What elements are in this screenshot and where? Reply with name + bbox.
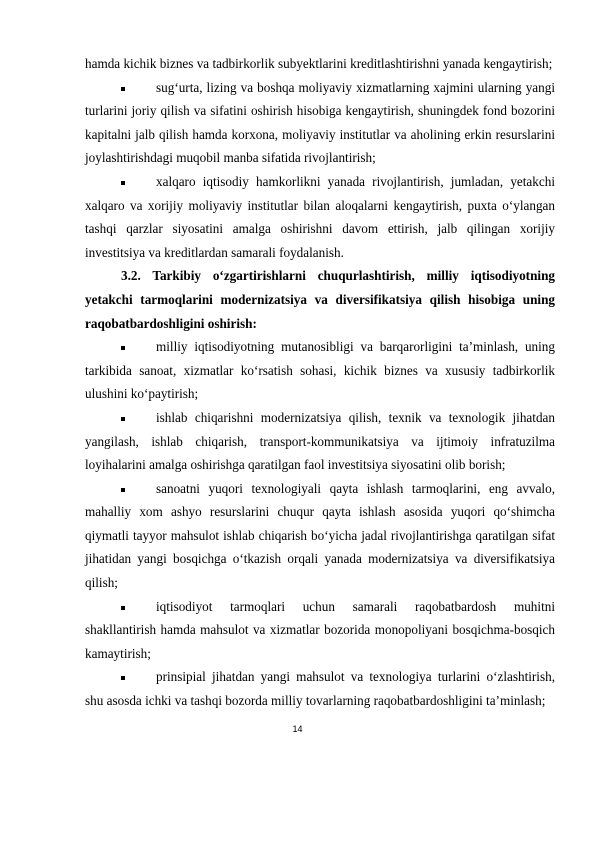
bullet-text: prinsipial jihatdan yangi mahsulot va texnologiya turlarini o‘zlashtirish, shu asosda ichki va tashqi bozorda milliy tovarlarning raqobatbardoshligini ta’minlash; — [85, 669, 555, 709]
document-body — [85, 52, 555, 713]
bullet-item — [85, 170, 555, 264]
bullet-icon — [121, 335, 131, 359]
bullet-item — [85, 477, 555, 595]
bullet-icon — [121, 477, 131, 501]
bullet-text: milliy iqtisodiyotning mutanosibligi va barqarorligini ta’minlash, uning tarkibida sanoat, xizmatlar ko‘rsatish sohasi, kichik biznes va xususiy tadbirkorlik ulushini ko‘paytirish; — [85, 339, 555, 402]
bullet-item — [85, 595, 555, 666]
bullet-icon — [121, 406, 131, 430]
bullet-text: iqtisodiyot tarmoqlari uchun samarali raqobatbardosh muhitni shakllantirish hamda mahsulot va xizmatlar bozorida monopoliyani bosqichma-bosqich kamaytirish; — [85, 598, 555, 661]
bullet-icon — [121, 170, 131, 194]
bullet-text: xalqaro iqtisodiy hamkorlikni yanada rivojlantirish, jumladan, yetakchi xalqaro va xorijiy moliyaviy institutlar bilan aloqalarni kengaytirish, puxta o‘ylangan tashqi qarzlar siyosatini amalga oshirishni davom ettirish, jalb qilingan xorijiy investitsiya va kreditlardan samarali foydalanish. — [85, 173, 555, 260]
paragraph-continuation: hamda kichik biznes va tadbirkorlik subyektlarini kreditlashtirishni yanada kengaytirish; — [85, 56, 553, 71]
bullet-item — [85, 76, 555, 170]
bullet-icon — [121, 665, 131, 689]
bullet-text: sug‘urta, lizing va boshqa moliyaviy xizmatlarning xajmini ularning yangi turlarini joriy qilish va sifatini oshirish hisobiga kengaytirish, shuningdek fond bozorini kapitalni jalb qilish hamda korxona, moliyaviy institutlar va aholining erkin resurslarini joylashtirishdagi muqobil manba sifatida rivojlantirish; — [85, 79, 555, 166]
bullet-icon — [121, 76, 131, 100]
section-heading: 3.2. Tarkibiy o‘zgartirishlarni chuqurlashtirish, milliy iqtisodiyotning yetakchi tarmoqlarini modernizatsiya va diversifikatsiya qilish hisobiga uning raqobatbardoshligini oshirish: — [85, 268, 555, 331]
bullet-item — [85, 665, 555, 712]
bullet-text: sanoatni yuqori texnologiyali qayta ishlash tarmoqlarini, eng avvalo, mahalliy xom ashyo resurslarini chuqur qayta ishlash asosida yuqori qo‘shimcha qiymatli tayyor mahsulot ishlab chiqarish bo‘yicha jadal rivojlantirishga qaratilgan sifat jihatidan yangi bosqichga o‘tkazish orqali yanada modernizatsiya va diversifikatsiya qilish; — [85, 480, 555, 591]
bullet-icon — [121, 595, 131, 619]
bullet-text: ishlab chiqarishni modernizatsiya qilish, texnik va texnologik jihatdan yangilash, ishlab chiqarish, transport-kommunikatsiya va ijtimoiy infratuzilma loyihalarini amalga oshirishga qaratilgan faol investitsiya siyosatini olib borish; — [85, 409, 555, 473]
page-number: 14 — [292, 724, 303, 734]
bullet-item — [85, 406, 555, 477]
bullet-item — [85, 335, 555, 406]
